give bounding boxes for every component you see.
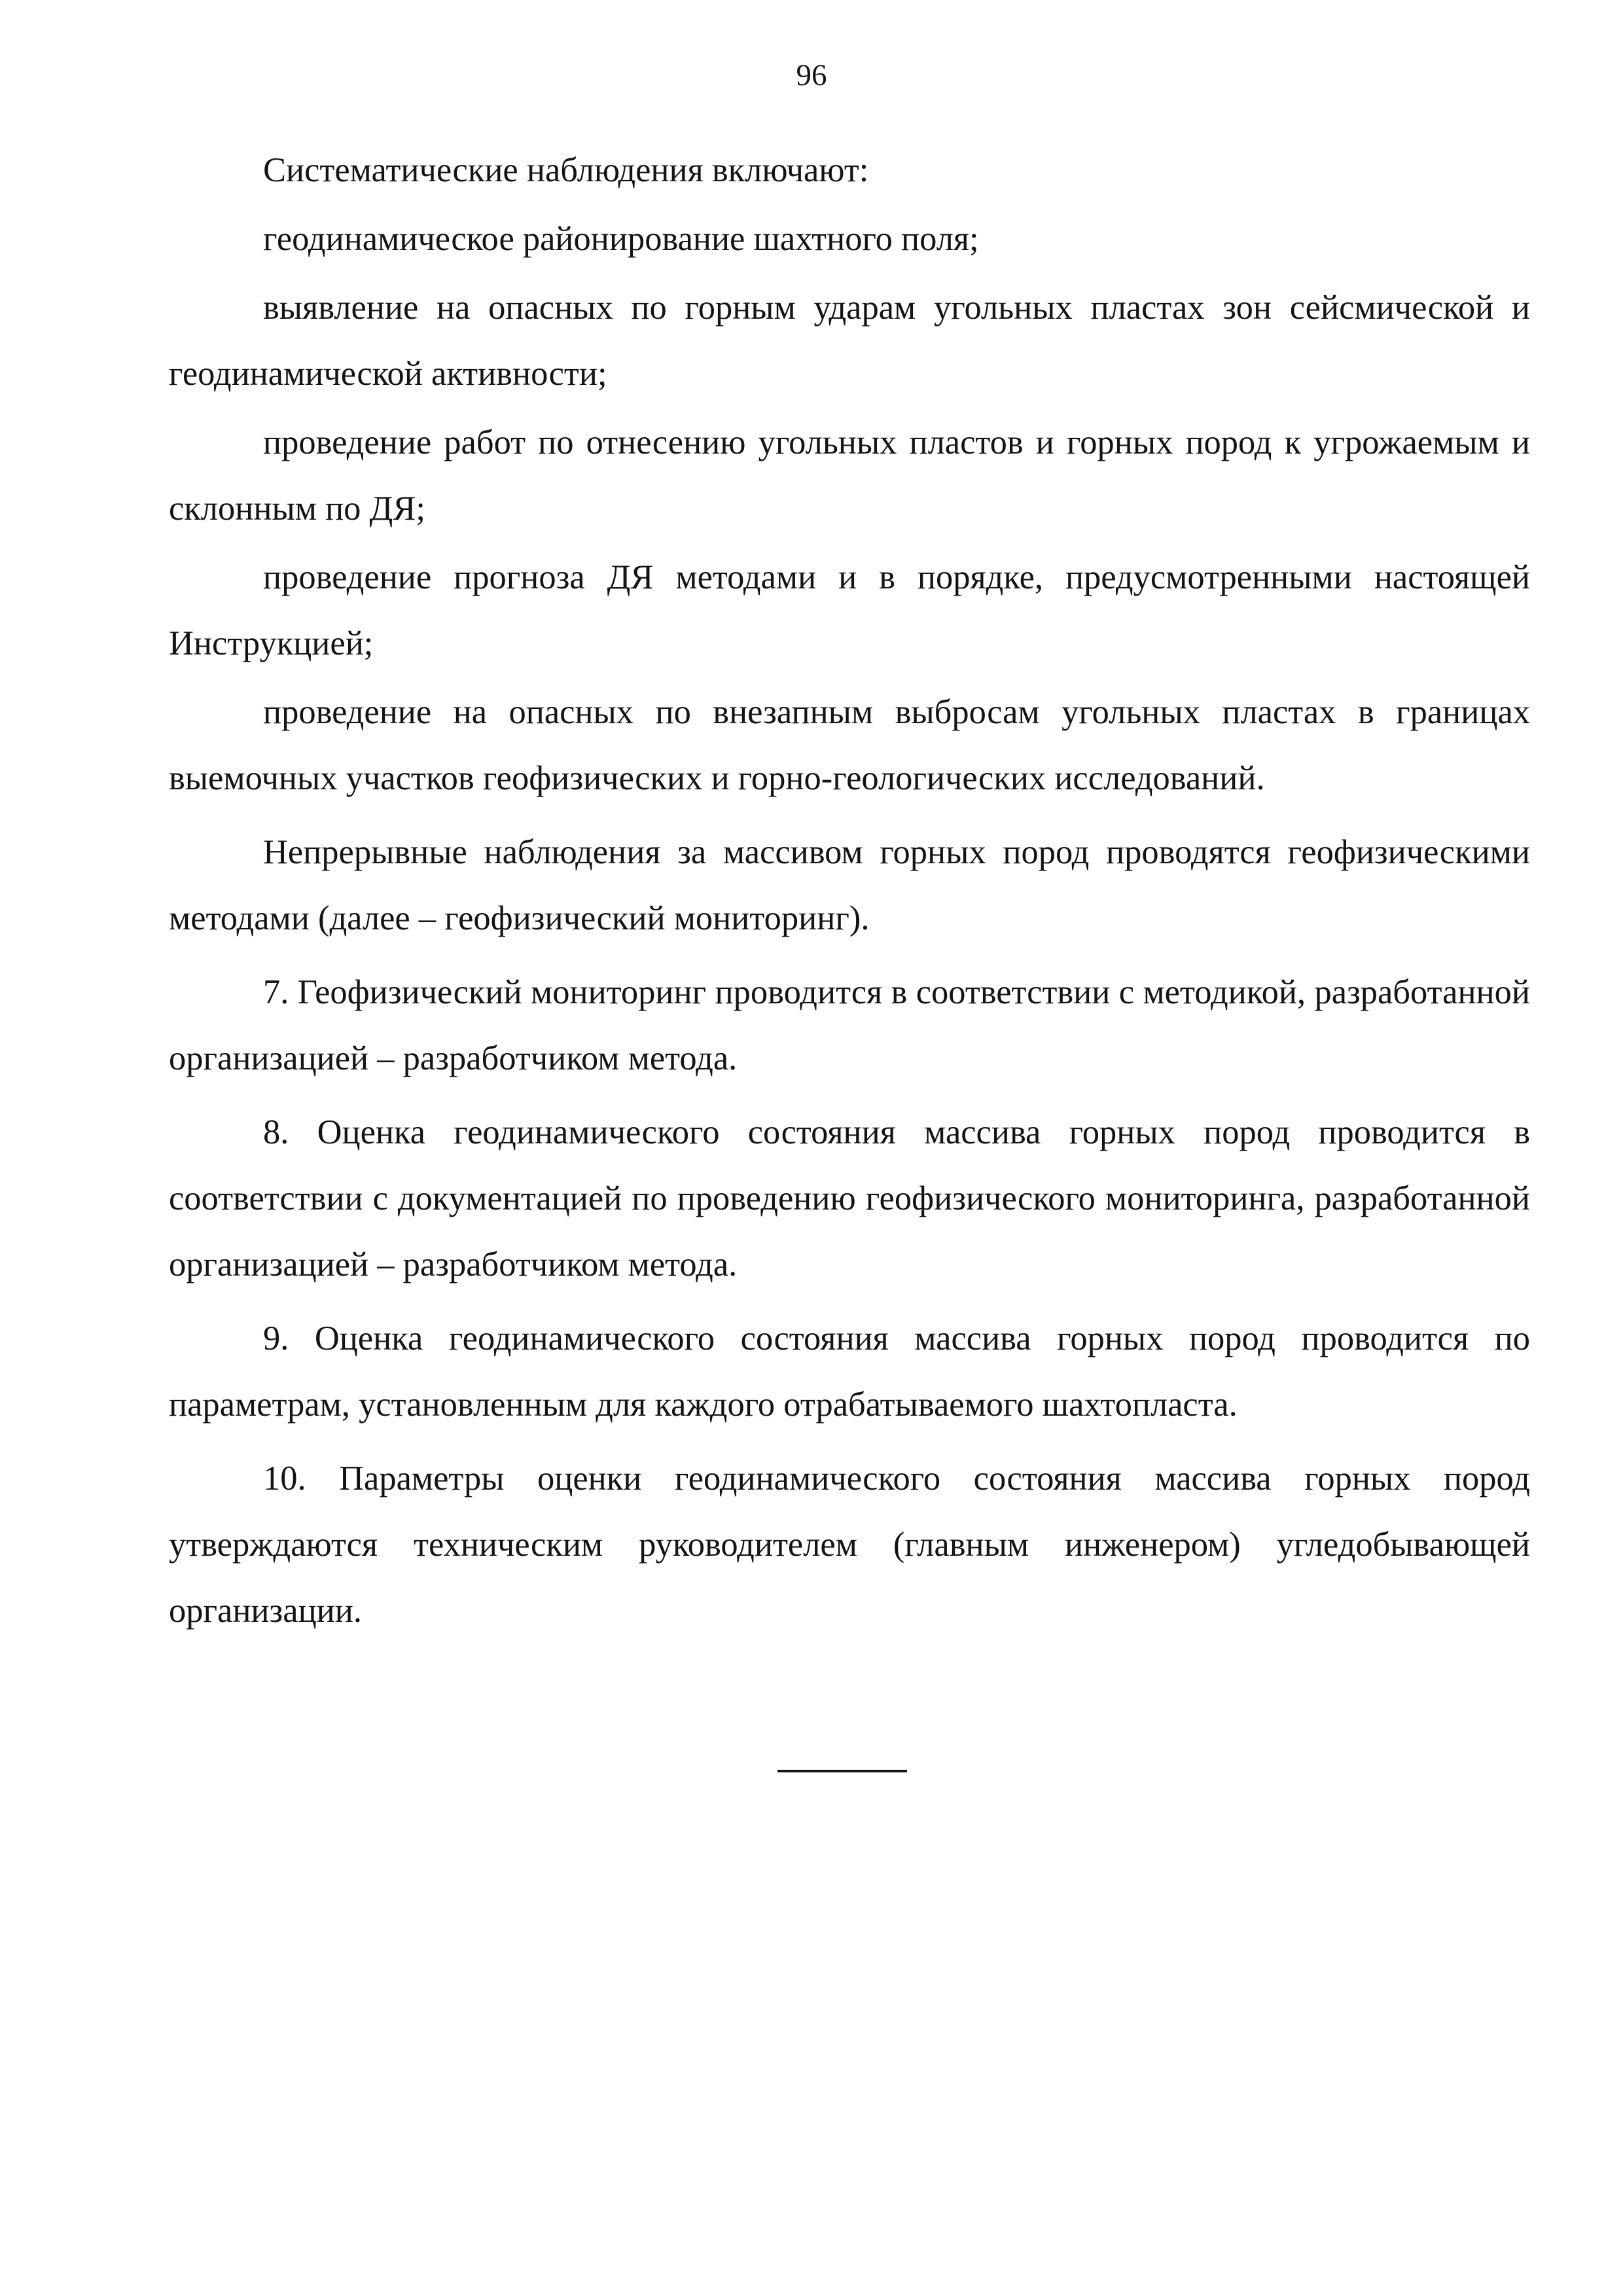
paragraph-systematic-observations-intro: Систематические наблюдения включают: bbox=[263, 151, 869, 189]
end-of-text-rule bbox=[777, 1770, 907, 1772]
paragraph-geodynamic-zoning: геодинамическое районирование шахтного поля; bbox=[263, 220, 979, 258]
paragraph-classification-works: проведение работ по отнесению угольных пластов и горных пород к угрожаемым и склонным по ДЯ; bbox=[169, 423, 1530, 528]
paragraph-item-7: 7. Геофизический мониторинг проводится в соответствии с методикой, разработанной организацией – разработчиком метода. bbox=[169, 973, 1530, 1077]
paragraph-dya-forecast: проведение прогноза ДЯ методами и в порядке, предусмотренными настоящей Инструкцией; bbox=[169, 558, 1530, 662]
paragraph-item-9: 9. Оценка геодинамического состояния массива горных пород проводится по параметрам, установленным для каждого отрабатываемого шахтопласта. bbox=[169, 1319, 1530, 1424]
document-body bbox=[169, 137, 1530, 1644]
paragraph-item-10: 10. Параметры оценки геодинамического состояния массива горных пород утверждаются техническим руководителем (главным инженером) угледобывающей организации. bbox=[169, 1460, 1530, 1630]
paragraph-geophysical-research: проведение на опасных по внезапным выбросам угольных пластах в границах выемочных участков геофизических и горно-геологических исследований. bbox=[169, 693, 1530, 797]
paragraph-item-8: 8. Оценка геодинамического состояния массива горных пород проводится в соответствии с документацией по проведению геофизического мониторинга, разработанной организацией – разработчиком метода. bbox=[169, 1113, 1530, 1283]
page-number: 96 bbox=[796, 58, 827, 92]
paragraph-activity-zones: выявление на опасных по горным ударам угольных пластах зон сейсмической и геодинамической активности; bbox=[169, 289, 1530, 393]
paragraph-continuous-observations: Непрерывные наблюдения за массивом горных пород проводятся геофизическими методами (далее – геофизический мониторинг). bbox=[169, 833, 1530, 937]
